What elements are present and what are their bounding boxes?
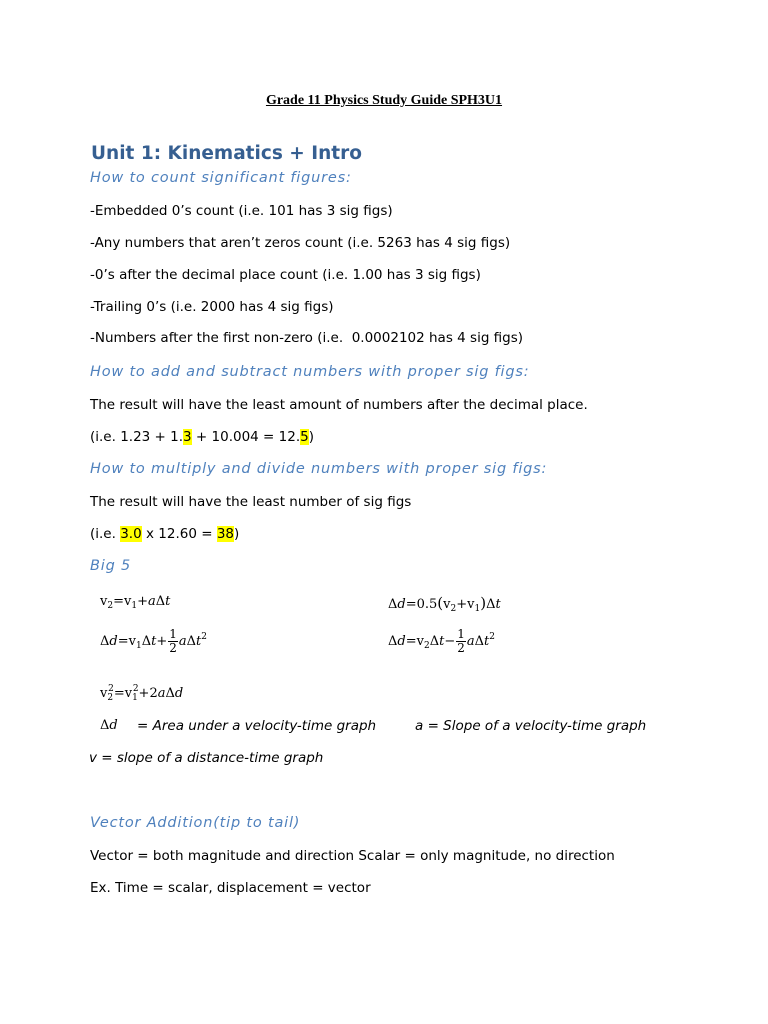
multiply-divide-heading: How to multiply and divide numbers with proper sig figs:: [90, 461, 548, 477]
vector-definition: Vector = both magnitude and direction Scalar = only magnitude, no direction: [90, 848, 615, 864]
equation-d-v2t-half-at2: $\Delta d=v_2\Delta t-$ $\frac{1}{2}$ aΔt$^2$: [388, 627, 495, 655]
vector-addition-heading: Vector Addition(tip to tail): [90, 815, 301, 831]
sigfig-rule-1: -Embedded 0’s count (i.e. 101 has 3 sig figs): [90, 203, 393, 219]
add-example-text-1: (i.e. 1.23 + 1.: [90, 429, 184, 445]
equation-v2sq: $v_2^2=v_1^2+2a\Delta d$: [100, 684, 184, 703]
mult-example-text-2: x 12.60 =: [141, 526, 217, 542]
mult-example-highlight-2: 38: [216, 526, 234, 542]
add-rule: The result will have the least amount of numbers after the decimal place.: [90, 397, 588, 413]
mult-example-text-3: ): [234, 526, 240, 542]
sigfig-rule-3: -0’s after the decimal place count (i.e. 1.00 has 3 sig figs): [90, 267, 481, 283]
sigfig-rule-2: -Any numbers that aren’t zeros count (i.e. 5263 has 4 sig figs): [90, 235, 511, 251]
mult-example-highlight-1: 3.0: [120, 526, 142, 542]
slope-velocity-time: a = Slope of a velocity-time graph: [415, 718, 647, 734]
equation-v2-v1-at: $v_2=v_1+a\Delta t$: [100, 594, 171, 611]
vector-example: Ex. Time = scalar, displacement = vector: [90, 880, 371, 896]
sigfig-heading: How to count significant figures:: [90, 170, 352, 186]
add-example-highlight-2: 5: [300, 429, 309, 445]
mult-example: [90, 526, 239, 542]
document-title: Grade 11 Physics Study Guide SPH3U1: [265, 93, 503, 108]
equation-d-average-velocity: $\Delta d=0.5(v_2+v_1)\Delta t$: [388, 594, 501, 614]
unit-heading: Unit 1: Kinematics + Intro: [91, 143, 362, 164]
sigfig-rule-5: -Numbers after the first non-zero (i.e. 0.0002102 has 4 sig figs): [90, 330, 524, 346]
delta-d-symbol: Δd: [100, 718, 118, 733]
add-example-highlight-1: 3: [183, 429, 192, 445]
sigfig-rule-4: -Trailing 0’s (i.e. 2000 has 4 sig figs): [90, 299, 334, 315]
mult-example-text-1: (i.e.: [90, 526, 121, 542]
slope-distance-time: v = slope of a distance-time graph: [89, 750, 324, 766]
add-example-text-2: + 10.004 = 12.: [191, 429, 301, 445]
mult-rule: The result will have the least number of sig figs: [90, 494, 412, 510]
area-under-velocity-time: = Area under a velocity-time graph: [137, 718, 377, 734]
add-subtract-heading: How to add and subtract numbers with proper sig figs:: [90, 364, 530, 380]
big5-heading: Big 5: [90, 558, 132, 574]
equation-d-v1t-half-at2: $\Delta d=v_1\Delta t+$ $\frac{1}{2}$ aΔt$^2$: [100, 627, 207, 655]
add-example-text-3: ): [308, 429, 314, 445]
add-example: [90, 429, 314, 445]
